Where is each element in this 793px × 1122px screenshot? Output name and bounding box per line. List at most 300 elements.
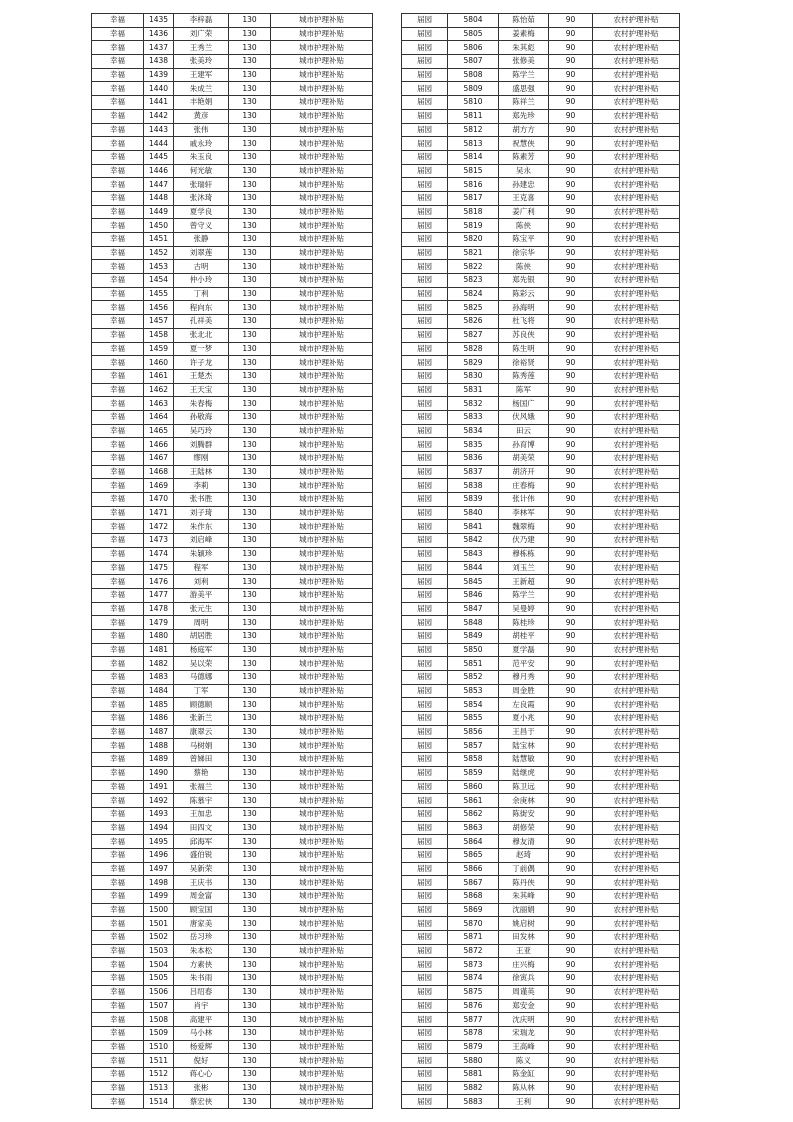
amount-cell: 90 <box>549 780 593 794</box>
id-cell: 5804 <box>448 14 499 28</box>
town-cell: 届园 <box>402 479 448 493</box>
name-cell: 范平安 <box>499 657 549 671</box>
amount-cell: 90 <box>549 14 593 28</box>
table-row <box>402 657 680 671</box>
town-cell: 幸福 <box>92 438 144 452</box>
subsidy-type-cell: 城市护理补贴 <box>271 862 373 876</box>
table-row <box>92 260 373 274</box>
table-row <box>92 972 373 986</box>
subsidy-type-cell: 农村护理补贴 <box>593 643 680 657</box>
id-cell: 1507 <box>144 999 174 1013</box>
id-cell: 5857 <box>448 739 499 753</box>
name-cell: 胡济开 <box>499 465 549 479</box>
table-row <box>402 137 680 151</box>
town-cell: 幸福 <box>92 55 144 69</box>
town-cell: 届园 <box>402 150 448 164</box>
id-cell: 1439 <box>144 68 174 82</box>
id-cell: 5852 <box>448 671 499 685</box>
amount-cell: 90 <box>549 753 593 767</box>
table-row <box>92 602 373 616</box>
table-row <box>92 876 373 890</box>
subsidy-type-cell: 农村护理补贴 <box>593 424 680 438</box>
subsidy-type-cell: 农村护理补贴 <box>593 903 680 917</box>
table-row <box>402 575 680 589</box>
id-cell: 5878 <box>448 1026 499 1040</box>
amount-cell: 90 <box>549 972 593 986</box>
amount-cell: 90 <box>549 328 593 342</box>
table-row <box>92 137 373 151</box>
subsidy-type-cell: 农村护理补贴 <box>593 807 680 821</box>
name-cell: 陈义 <box>499 1054 549 1068</box>
table-row <box>92 862 373 876</box>
name-cell: 庄春梅 <box>499 479 549 493</box>
subsidy-type-cell: 农村护理补贴 <box>593 479 680 493</box>
amount-cell: 90 <box>549 150 593 164</box>
amount-cell: 90 <box>549 342 593 356</box>
amount-cell: 90 <box>549 712 593 726</box>
amount-cell: 130 <box>229 27 271 41</box>
name-cell: 朱其彪 <box>499 41 549 55</box>
subsidy-type-cell: 城市护理补贴 <box>271 657 373 671</box>
table-row <box>402 27 680 41</box>
amount-cell: 90 <box>549 629 593 643</box>
town-cell: 届园 <box>402 698 448 712</box>
name-cell: 游美平 <box>174 588 229 602</box>
subsidy-type-cell: 农村护理补贴 <box>593 301 680 315</box>
name-cell: 蒋心心 <box>174 1067 229 1081</box>
table-row <box>402 684 680 698</box>
subsidy-type-cell: 农村护理补贴 <box>593 178 680 192</box>
town-cell: 届园 <box>402 972 448 986</box>
name-cell: 王建军 <box>174 68 229 82</box>
table-row <box>402 1081 680 1095</box>
name-cell: 穆友清 <box>499 835 549 849</box>
name-cell: 朱春梅 <box>174 397 229 411</box>
subsidy-type-cell: 城市护理补贴 <box>271 301 373 315</box>
town-cell: 届园 <box>402 616 448 630</box>
name-cell: 丰艳娟 <box>174 96 229 110</box>
id-cell: 5879 <box>448 1040 499 1054</box>
table-row <box>92 397 373 411</box>
amount-cell: 90 <box>549 27 593 41</box>
subsidy-type-cell: 农村护理补贴 <box>593 753 680 767</box>
subsidy-type-cell: 城市护理补贴 <box>271 917 373 931</box>
amount-cell: 90 <box>549 931 593 945</box>
id-cell: 5845 <box>448 575 499 589</box>
town-cell: 届园 <box>402 68 448 82</box>
name-cell: 孔祥美 <box>174 315 229 329</box>
id-cell: 1466 <box>144 438 174 452</box>
amount-cell: 130 <box>229 479 271 493</box>
id-cell: 5811 <box>448 109 499 123</box>
amount-cell: 130 <box>229 328 271 342</box>
subsidy-type-cell: 城市护理补贴 <box>271 575 373 589</box>
subsidy-type-cell: 农村护理补贴 <box>593 766 680 780</box>
subsidy-type-cell: 城市护理补贴 <box>271 698 373 712</box>
town-cell: 幸福 <box>92 369 144 383</box>
table-row <box>92 780 373 794</box>
table-row <box>402 260 680 274</box>
amount-cell: 90 <box>549 1013 593 1027</box>
table-row <box>402 807 680 821</box>
subsidy-type-cell: 城市护理补贴 <box>271 848 373 862</box>
subsidy-type-cell: 城市护理补贴 <box>271 780 373 794</box>
town-cell: 届园 <box>402 561 448 575</box>
subsidy-type-cell: 城市护理补贴 <box>271 629 373 643</box>
name-cell: 赵琦 <box>499 848 549 862</box>
table-row <box>92 766 373 780</box>
amount-cell: 130 <box>229 547 271 561</box>
amount-cell: 130 <box>229 876 271 890</box>
name-cell: 刘玉兰 <box>499 561 549 575</box>
table-row <box>402 287 680 301</box>
id-cell: 1475 <box>144 561 174 575</box>
id-cell: 1512 <box>144 1067 174 1081</box>
subsidy-type-cell: 农村护理补贴 <box>593 123 680 137</box>
amount-cell: 90 <box>549 96 593 110</box>
name-cell: 周金富 <box>174 890 229 904</box>
amount-cell: 90 <box>549 191 593 205</box>
id-cell: 1443 <box>144 123 174 137</box>
amount-cell: 90 <box>549 766 593 780</box>
amount-cell: 90 <box>549 944 593 958</box>
table-row <box>402 1054 680 1068</box>
id-cell: 1497 <box>144 862 174 876</box>
id-cell: 1436 <box>144 27 174 41</box>
id-cell: 5834 <box>448 424 499 438</box>
amount-cell: 90 <box>549 821 593 835</box>
id-cell: 1448 <box>144 191 174 205</box>
table-row <box>402 191 680 205</box>
id-cell: 5865 <box>448 848 499 862</box>
id-cell: 1503 <box>144 944 174 958</box>
subsidy-type-cell: 农村护理补贴 <box>593 931 680 945</box>
town-cell: 届园 <box>402 917 448 931</box>
id-cell: 1454 <box>144 274 174 288</box>
town-cell: 幸福 <box>92 835 144 849</box>
subsidy-type-cell: 城市护理补贴 <box>271 27 373 41</box>
table-row <box>402 917 680 931</box>
id-cell: 5826 <box>448 315 499 329</box>
amount-cell: 130 <box>229 807 271 821</box>
amount-cell: 130 <box>229 629 271 643</box>
subsidy-type-cell: 城市护理补贴 <box>271 506 373 520</box>
id-cell: 1471 <box>144 506 174 520</box>
subsidy-type-cell: 城市护理补贴 <box>271 479 373 493</box>
name-cell: 张福兰 <box>174 780 229 794</box>
name-cell: 朱其峰 <box>499 890 549 904</box>
amount-cell: 90 <box>549 671 593 685</box>
town-cell: 届园 <box>402 657 448 671</box>
table-row <box>92 123 373 137</box>
town-cell: 幸福 <box>92 629 144 643</box>
subsidy-type-cell: 城市护理补贴 <box>271 68 373 82</box>
id-cell: 1453 <box>144 260 174 274</box>
amount-cell: 90 <box>549 233 593 247</box>
name-cell: 陈从林 <box>499 1081 549 1095</box>
name-cell: 朱作东 <box>174 520 229 534</box>
subsidy-type-cell: 农村护理补贴 <box>593 794 680 808</box>
table-row <box>92 109 373 123</box>
table-row <box>92 82 373 96</box>
subsidy-type-cell: 城市护理补贴 <box>271 602 373 616</box>
id-cell: 5860 <box>448 780 499 794</box>
subsidy-type-cell: 农村护理补贴 <box>593 1013 680 1027</box>
amount-cell: 130 <box>229 191 271 205</box>
amount-cell: 90 <box>549 575 593 589</box>
amount-cell: 130 <box>229 164 271 178</box>
town-cell: 幸福 <box>92 917 144 931</box>
subsidy-type-cell: 城市护理补贴 <box>271 588 373 602</box>
amount-cell: 130 <box>229 1013 271 1027</box>
town-cell: 幸福 <box>92 575 144 589</box>
name-cell: 陈桂珍 <box>499 616 549 630</box>
name-cell: 姜素梅 <box>499 27 549 41</box>
table-row <box>402 424 680 438</box>
amount-cell: 130 <box>229 1054 271 1068</box>
name-cell: 周谨英 <box>499 985 549 999</box>
town-cell: 届园 <box>402 1081 448 1095</box>
name-cell: 陈学兰 <box>499 588 549 602</box>
subsidy-type-cell: 农村护理补贴 <box>593 14 680 28</box>
table-row <box>92 725 373 739</box>
table-row <box>402 1095 680 1109</box>
table-row <box>92 274 373 288</box>
town-cell: 幸福 <box>92 315 144 329</box>
town-cell: 幸福 <box>92 753 144 767</box>
table-row <box>92 506 373 520</box>
town-cell: 届园 <box>402 876 448 890</box>
id-cell: 5849 <box>448 629 499 643</box>
id-cell: 1435 <box>144 14 174 28</box>
name-cell: 曾守义 <box>174 219 229 233</box>
id-cell: 1494 <box>144 821 174 835</box>
amount-cell: 130 <box>229 835 271 849</box>
town-cell: 幸福 <box>92 452 144 466</box>
amount-cell: 90 <box>549 1040 593 1054</box>
id-cell: 5810 <box>448 96 499 110</box>
table-row <box>92 588 373 602</box>
subsidy-type-cell: 农村护理补贴 <box>593 780 680 794</box>
town-cell: 幸福 <box>92 534 144 548</box>
id-cell: 5861 <box>448 794 499 808</box>
table-row <box>92 616 373 630</box>
town-cell: 幸福 <box>92 712 144 726</box>
amount-cell: 90 <box>549 506 593 520</box>
name-cell: 伏乃建 <box>499 534 549 548</box>
name-cell: 夏小兆 <box>499 712 549 726</box>
name-cell: 张伟 <box>174 123 229 137</box>
amount-cell: 90 <box>549 164 593 178</box>
table-row <box>92 999 373 1013</box>
town-cell: 届园 <box>402 438 448 452</box>
table-row <box>92 547 373 561</box>
amount-cell: 90 <box>549 520 593 534</box>
name-cell: 周金胜 <box>499 684 549 698</box>
amount-cell: 90 <box>549 68 593 82</box>
town-cell: 幸福 <box>92 1095 144 1109</box>
amount-cell: 90 <box>549 739 593 753</box>
town-cell: 幸福 <box>92 41 144 55</box>
table-row <box>92 643 373 657</box>
name-cell: 丁军 <box>174 684 229 698</box>
subsidy-type-cell: 农村护理补贴 <box>593 410 680 424</box>
table-row <box>402 534 680 548</box>
id-cell: 1490 <box>144 766 174 780</box>
town-cell: 幸福 <box>92 506 144 520</box>
town-cell: 届园 <box>402 794 448 808</box>
subsidy-type-cell: 城市护理补贴 <box>271 1095 373 1109</box>
town-cell: 届园 <box>402 944 448 958</box>
id-cell: 1455 <box>144 287 174 301</box>
name-cell: 刘子琦 <box>174 506 229 520</box>
name-cell: 陈军 <box>499 383 549 397</box>
name-cell: 沈庆明 <box>499 1013 549 1027</box>
table-row <box>92 150 373 164</box>
table-row <box>402 164 680 178</box>
id-cell: 5868 <box>448 890 499 904</box>
town-cell: 届园 <box>402 219 448 233</box>
town-cell: 幸福 <box>92 848 144 862</box>
subsidy-type-cell: 城市护理补贴 <box>271 274 373 288</box>
id-cell: 5839 <box>448 493 499 507</box>
town-cell: 幸福 <box>92 14 144 28</box>
name-cell: 张彬 <box>174 1081 229 1095</box>
table-row <box>92 465 373 479</box>
town-cell: 届园 <box>402 246 448 260</box>
id-cell: 5875 <box>448 985 499 999</box>
name-cell: 张修美 <box>499 55 549 69</box>
amount-cell: 130 <box>229 766 271 780</box>
table-row <box>92 301 373 315</box>
id-cell: 5872 <box>448 944 499 958</box>
subsidy-type-cell: 城市护理补贴 <box>271 684 373 698</box>
subsidy-type-cell: 城市护理补贴 <box>271 109 373 123</box>
subsidy-type-cell: 农村护理补贴 <box>593 1026 680 1040</box>
town-cell: 幸福 <box>92 27 144 41</box>
amount-cell: 90 <box>549 178 593 192</box>
table-row <box>92 356 373 370</box>
amount-cell: 130 <box>229 14 271 28</box>
id-cell: 1485 <box>144 698 174 712</box>
id-cell: 5829 <box>448 356 499 370</box>
amount-cell: 90 <box>549 82 593 96</box>
id-cell: 5807 <box>448 55 499 69</box>
id-cell: 5824 <box>448 287 499 301</box>
table-row <box>402 315 680 329</box>
town-cell: 幸福 <box>92 1026 144 1040</box>
amount-cell: 90 <box>549 41 593 55</box>
town-cell: 届园 <box>402 712 448 726</box>
subsidy-type-cell: 城市护理补贴 <box>271 219 373 233</box>
id-cell: 1509 <box>144 1026 174 1040</box>
town-cell: 幸福 <box>92 958 144 972</box>
id-cell: 5818 <box>448 205 499 219</box>
table-row <box>92 1026 373 1040</box>
town-cell: 届园 <box>402 41 448 55</box>
name-cell: 张瑞轩 <box>174 178 229 192</box>
subsidy-type-cell: 农村护理补贴 <box>593 493 680 507</box>
town-cell: 届园 <box>402 27 448 41</box>
amount-cell: 130 <box>229 1081 271 1095</box>
subsidy-type-cell: 城市护理补贴 <box>271 137 373 151</box>
id-cell: 5853 <box>448 684 499 698</box>
amount-cell: 130 <box>229 109 271 123</box>
left-subsidy-table <box>91 13 373 1109</box>
id-cell: 5831 <box>448 383 499 397</box>
amount-cell: 90 <box>549 315 593 329</box>
table-row <box>92 452 373 466</box>
table-row <box>92 575 373 589</box>
table-row <box>92 671 373 685</box>
id-cell: 1491 <box>144 780 174 794</box>
town-cell: 届园 <box>402 575 448 589</box>
table-row <box>402 397 680 411</box>
table-row <box>402 233 680 247</box>
table-row <box>402 55 680 69</box>
table-row <box>92 178 373 192</box>
amount-cell: 130 <box>229 684 271 698</box>
subsidy-type-cell: 城市护理补贴 <box>271 342 373 356</box>
subsidy-type-cell: 城市护理补贴 <box>271 766 373 780</box>
amount-cell: 130 <box>229 465 271 479</box>
name-cell: 杨国广 <box>499 397 549 411</box>
id-cell: 1459 <box>144 342 174 356</box>
table-row <box>402 342 680 356</box>
town-cell: 届园 <box>402 274 448 288</box>
id-cell: 1484 <box>144 684 174 698</box>
subsidy-type-cell: 城市护理补贴 <box>271 561 373 575</box>
table-row <box>92 383 373 397</box>
subsidy-type-cell: 城市护理补贴 <box>271 96 373 110</box>
id-cell: 1481 <box>144 643 174 657</box>
name-cell: 张静 <box>174 233 229 247</box>
town-cell: 届园 <box>402 725 448 739</box>
table-row <box>402 698 680 712</box>
table-row <box>92 1040 373 1054</box>
subsidy-type-cell: 城市护理补贴 <box>271 1026 373 1040</box>
id-cell: 1499 <box>144 890 174 904</box>
town-cell: 幸福 <box>92 233 144 247</box>
subsidy-type-cell: 城市护理补贴 <box>271 424 373 438</box>
subsidy-type-cell: 农村护理补贴 <box>593 328 680 342</box>
town-cell: 届园 <box>402 342 448 356</box>
subsidy-type-cell: 农村护理补贴 <box>593 739 680 753</box>
subsidy-type-cell: 城市护理补贴 <box>271 191 373 205</box>
subsidy-type-cell: 农村护理补贴 <box>593 848 680 862</box>
amount-cell: 130 <box>229 794 271 808</box>
name-cell: 吕绍春 <box>174 985 229 999</box>
name-cell: 胡修荣 <box>499 821 549 835</box>
subsidy-type-cell: 农村护理补贴 <box>593 274 680 288</box>
subsidy-type-cell: 城市护理补贴 <box>271 725 373 739</box>
town-cell: 幸福 <box>92 684 144 698</box>
name-cell: 刘广荣 <box>174 27 229 41</box>
amount-cell: 90 <box>549 643 593 657</box>
table-row <box>402 493 680 507</box>
amount-cell: 130 <box>229 1067 271 1081</box>
name-cell: 郑安金 <box>499 999 549 1013</box>
id-cell: 1498 <box>144 876 174 890</box>
table-row <box>402 1013 680 1027</box>
id-cell: 1470 <box>144 493 174 507</box>
town-cell: 幸福 <box>92 876 144 890</box>
amount-cell: 130 <box>229 972 271 986</box>
table-row <box>402 438 680 452</box>
subsidy-type-cell: 城市护理补贴 <box>271 369 373 383</box>
subsidy-type-cell: 农村护理补贴 <box>593 917 680 931</box>
table-row <box>92 1095 373 1109</box>
